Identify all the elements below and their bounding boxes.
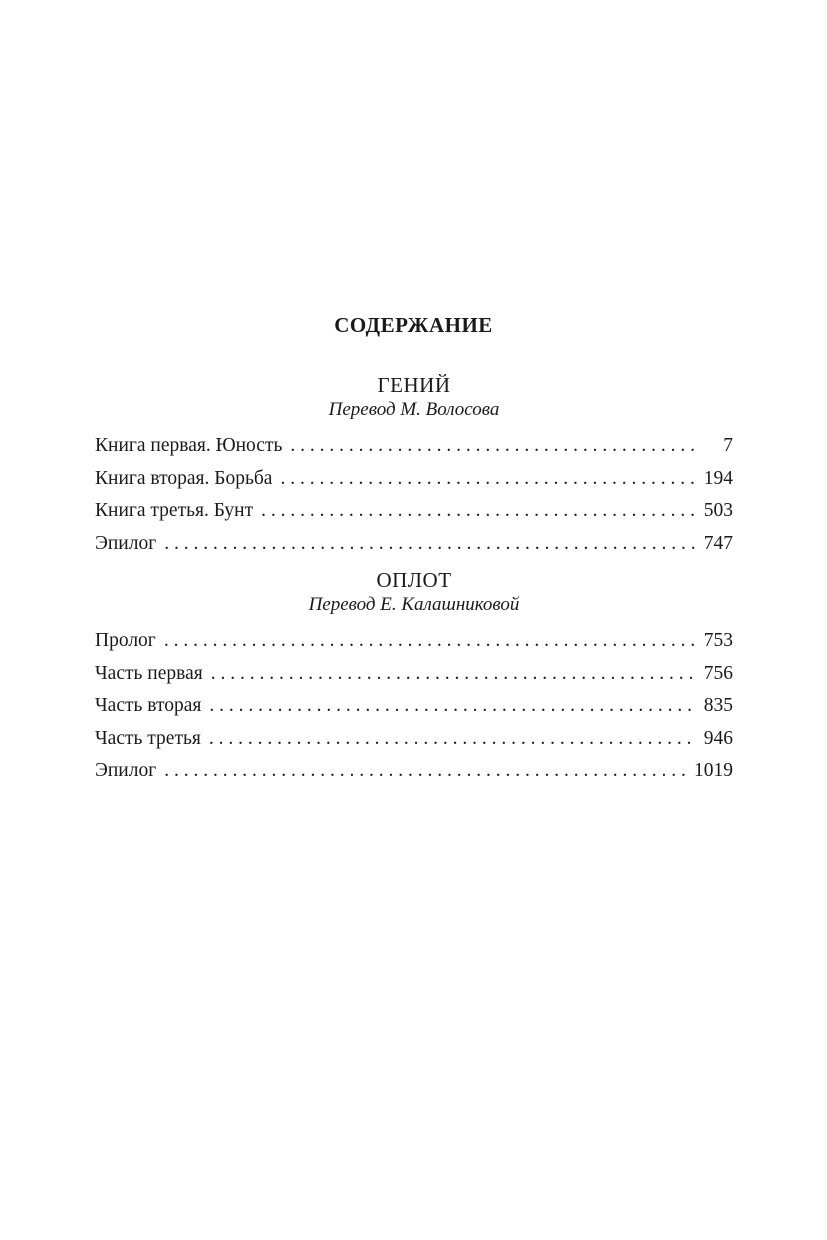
toc-entry-title: Пролог <box>95 630 156 651</box>
toc-entry-title: Книга вторая. Борьба <box>95 467 273 489</box>
dot-leader <box>211 658 695 691</box>
toc-entry <box>95 495 733 528</box>
toc-section-stronghold <box>95 567 733 788</box>
toc-entry-list <box>95 430 733 560</box>
section-translator: Перевод Е. Калашниковой <box>308 594 520 615</box>
section-title: ОПЛОТ <box>376 568 452 592</box>
toc-entry-page-number: 946 <box>703 727 733 749</box>
toc-entry-page-number: 7 <box>723 435 733 456</box>
toc-entry-title: Часть первая <box>95 662 203 684</box>
toc-entry <box>95 528 733 561</box>
toc-entry-page-number: 194 <box>703 467 733 489</box>
toc-entry-page-number: 1019 <box>694 760 733 782</box>
toc-entry-title: Эпилог <box>95 532 157 554</box>
toc-heading: СОДЕРЖАНИЕ <box>334 313 493 337</box>
toc-entry <box>95 723 733 756</box>
toc-entry-title: Книга третья. Бунт <box>95 500 254 522</box>
toc-entry <box>95 690 733 723</box>
section-title: ГЕНИЙ <box>377 373 451 397</box>
toc-entry <box>95 430 733 463</box>
toc-entry <box>95 625 733 658</box>
toc-entry <box>95 658 733 691</box>
dot-leader <box>280 463 695 496</box>
toc-entry-page-number: 503 <box>703 500 733 522</box>
dot-leader <box>164 755 688 788</box>
toc-entry-title: Книга первая. Юность <box>95 435 283 456</box>
section-translator: Перевод М. Волосова <box>328 399 500 420</box>
dot-leader <box>209 690 695 723</box>
toc-section-genius <box>95 372 733 560</box>
toc-entry-page-number: 756 <box>703 662 733 684</box>
toc-entry-title: Часть вторая <box>95 695 202 717</box>
toc-entry <box>95 755 733 788</box>
dot-leader <box>164 528 695 561</box>
toc-entry-page-number: 747 <box>703 532 733 554</box>
dot-leader <box>164 625 695 658</box>
toc-entry-page-number: 835 <box>703 695 733 717</box>
toc-entry-page-number: 753 <box>703 630 733 651</box>
dot-leader <box>290 430 695 463</box>
toc-entry <box>95 463 733 496</box>
toc-entry-title: Эпилог <box>95 760 157 782</box>
toc-entry-title: Часть третья <box>95 727 201 749</box>
dot-leader <box>261 495 695 528</box>
toc-entry-list <box>95 625 733 788</box>
dot-leader <box>209 723 695 756</box>
